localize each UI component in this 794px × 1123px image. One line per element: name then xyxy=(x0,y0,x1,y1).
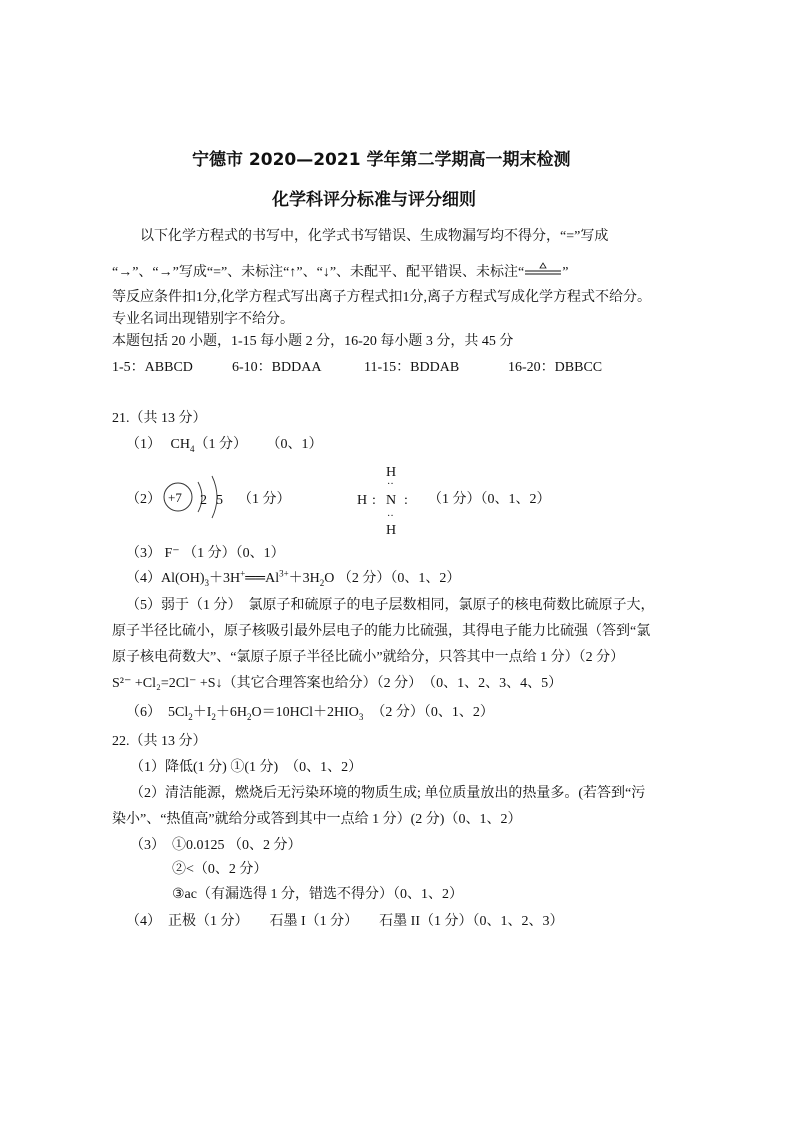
intro-line-2-end: ” xyxy=(562,265,569,280)
lewis-h-top: H xyxy=(386,465,397,480)
lewis-colon-left: : xyxy=(372,493,376,508)
answer-11-15: 11-15：BDDAB xyxy=(364,360,460,375)
intro-line-3: 等反应条件扣1分,化学方程式写出离子方程式扣1分,离子方程式写成化学方程式不给分。 xyxy=(112,290,651,305)
q21-header: 21.（共 13 分） xyxy=(112,411,207,426)
lewis-h-bottom: H xyxy=(386,523,397,538)
heating-equal-sign-icon xyxy=(524,262,562,276)
q21-part4: $(4)Al(OH)_3+3H^+══Al^{3+}+3H_2O$ （2 分）（0、1、2） xyxy=(126,568,461,588)
document-subtitle: 化学科评分标准与评分细则 xyxy=(272,190,476,210)
shell-electrons-2: 5 xyxy=(216,493,223,508)
intro-line-2-text: “→”、“→”写成“=”、未标注“↑”、“↓”、未配平、配平错误、未标注“ xyxy=(112,265,525,280)
lewis-colon-right: : xyxy=(404,493,408,508)
q22-part3-line2: ②<（0、2 分） xyxy=(172,862,268,877)
answer-6-10: 6-10：BDDAA xyxy=(232,360,322,375)
q21-part1: （1） $CH_4(1$ 分） （0、1） xyxy=(126,437,323,454)
document-title: 宁德市 2020—2021 学年第二学期高一期末检测 xyxy=(192,150,571,170)
lewis-dots-top: ·· xyxy=(387,479,394,490)
lewis-h-left: H xyxy=(357,493,368,508)
q22-header: 22.（共 13 分） xyxy=(112,734,207,749)
lewis-dots-bottom: ·· xyxy=(387,511,394,522)
shell-electrons-1: 2 xyxy=(200,493,207,508)
q22-part2-line2: 染小”、“热值高”就给分或答到其中一点给 1 分）(2 分)（0、1、2） xyxy=(112,812,522,827)
answer-1-5: 1-5：ABBCD xyxy=(112,360,193,375)
q22-part1: （1）降低(1 分) ①(1 分) （0、1、2） xyxy=(130,760,363,775)
q21-part3: （3） F⁻ （1 分）（0、1） xyxy=(126,546,285,561)
q22-part2-line1: （2）清洁能源，燃烧后无污染环境的物质生成; 单位质量放出的热量多。(若答到“污 xyxy=(130,786,646,801)
intro-line-2 xyxy=(112,262,568,282)
q21-part5-line1: （5）弱于（1 分） 氯原子和硫原子的电子层数相同，氯原子的核电荷数比硫原子大， xyxy=(126,598,655,613)
q22-part4: （4） 正极（1 分） 石墨 I（1 分） 石墨 II（1 分）（0、1、2、3） xyxy=(126,914,564,929)
q21-part6: （6） $5Cl_2+I_2+6H_2O=10HCl+2HIO_3$ （2 分）（0、1、2） xyxy=(126,705,494,722)
q22-part3-line3: ③ac（有漏选得 1 分，错选不得分）（0、1、2） xyxy=(172,887,463,902)
q21-part2-num: （2） xyxy=(126,492,161,507)
q21-part5-line3: 原子核电荷数大”、“氯原子原子半径比硫小”就给分，只答其中一点给 1 分）（2 分） xyxy=(112,650,625,665)
q21-part5-line2: 原子半径比硫小，原子核吸引最外层电子的能力比硫强，其得电子能力比硫强（答到“氯 xyxy=(112,624,651,639)
q21-part2-score2: （1 分）（0、1、2） xyxy=(428,492,551,507)
intro-line-1: 以下化学方程式的书写中，化学式书写错误、生成物漏写均不得分，“=”写成 xyxy=(140,229,609,244)
answer-16-20: 16-20：DBBCC xyxy=(508,360,603,375)
q22-part3-line1: （3） ①0.0125 （0、2 分） xyxy=(130,838,302,853)
intro-line-5: 本题包括 20 小题，1-15 每小题 2 分，16-20 每小题 3 分，共 45 分 xyxy=(112,334,514,349)
intro-line-4: 专业名词出现错别字不给分。 xyxy=(112,312,294,327)
q21-part5-line4: S²⁻ +Cl₂=2Cl⁻ +S↓（其它合理答案也给分）（2 分） （0、1、2、3、4、5） xyxy=(112,676,563,691)
lewis-n: N xyxy=(386,493,397,508)
q21-part2-score: （1 分） xyxy=(238,492,291,507)
nucleus-charge: +7 xyxy=(168,490,182,505)
